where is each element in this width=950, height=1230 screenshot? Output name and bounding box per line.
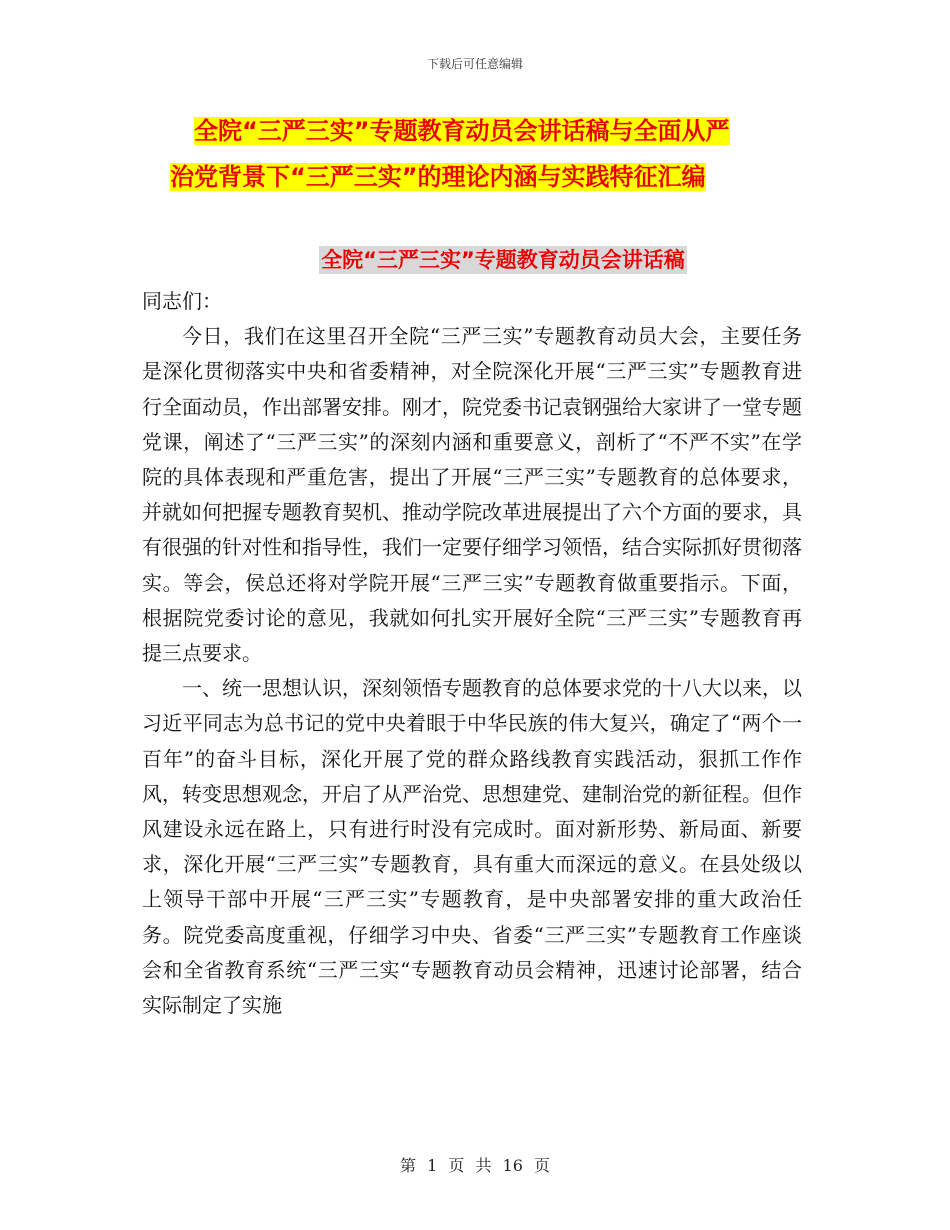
title-line-2: 治党背景下“三严三实”的理论内涵与实践特征汇编 — [170, 163, 706, 191]
document-body — [142, 284, 802, 1023]
section-title: 全院“三严三实”专题教育动员会讲话稿 — [321, 248, 685, 272]
page-header-note: 下载后可任意编辑 — [426, 57, 523, 71]
title-line-1: 全院“三严三实”专题教育动员会讲话稿与全面从严 — [194, 117, 730, 145]
document-title — [150, 108, 830, 200]
salutation: 同志们： — [142, 289, 222, 313]
paragraph: 今日，我们在这里召开全院“三严三实”专题教育动员大会，主要任务是深化贯彻落实中央和省委精神，对全院深化开展“三严三实”专题教育进行全面动员，作出部署安排。刚才，院党委书记袁钢强给大家讲了一堂专题党课，阐述了“三严三实”的深刻内涵和重要意义，剖析了“不严不实”在学院的具体表现和严重危害，提出了开展“三严三实”专题教育的总体要求，并就如何把握专题教育契机、推动学院改革进展提出了六个方面的要求，具有很强的针对性和指导性，我们一定要仔细学习领悟，结合实际抓好贯彻落实。等会，侯总还将对学院开展“三严三实”专题教育做重要指示。下面，根据院党委讨论的意见，我就如何扎实开展好全院“三严三实”专题教育再提三点要求。 — [142, 324, 802, 666]
page-number: 第 1 页 共 16 页 — [400, 1156, 550, 1175]
paragraph: 一、统一思想认识，深刻领悟专题教育的总体要求党的十八大以来，以习近平同志为总书记的党中央着眼于中华民族的伟大复兴，确定了“两个一百年”的奋斗目标，深化开展了党的群众路线教育实践活动，狠抓工作作风，转变思想观念，开启了从严治党、思想建党、建制治党的新征程。但作风建设永远在路上，只有进行时没有完成时。面对新形势、新局面、新要求，深化开展“三严三实”专题教育，具有重大而深远的意义。在县处级以上领导干部中开展“三严三实”专题教育，是中央部署安排的重大政治任务。院党委高度重视，仔细学习中央、省委“三严三实”专题教育工作座谈会和全省教育系统“三严三实“专题教育动员会精神，迅速讨论部署，结合实际制定了实施 — [142, 676, 802, 1018]
